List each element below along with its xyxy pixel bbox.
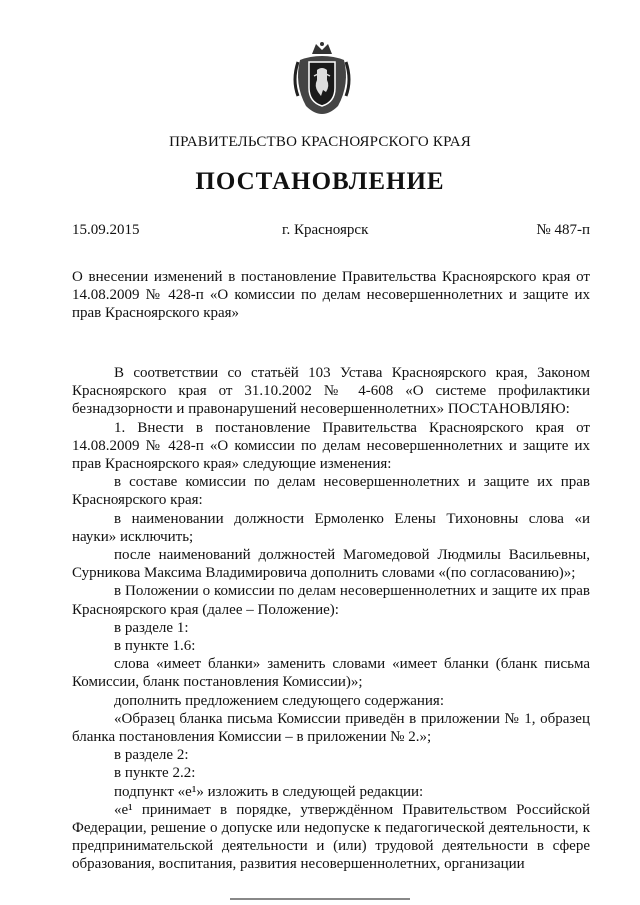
document-meta-line [72,222,590,242]
document-date: 15.09.2015 [72,222,140,238]
paragraph: «Образец бланка письма Комиссии приведён в приложении № 1, образец бланка постановления Комиссии – в приложении № 2.»; [72,710,590,746]
paragraph: в разделе 2: [114,747,189,764]
paragraph: в пункте 2.2: [114,765,196,782]
paragraph: дополнить предложением следующего содержания: [114,692,444,709]
paragraph: в пункте 1.6: [114,638,196,655]
paragraph: 1. Внести в постановление Правительства Красноярского края от 14.08.2009 № 428-п «О комиссии по делам несовершеннолетних и защите их прав Красноярского края» следующие изменения: [72,419,590,473]
paragraph: подпункт «е¹» изложить в следующей редакции: [114,783,424,800]
document-body [72,364,590,874]
document-city: г. Красноярск [282,222,369,238]
paragraph: в разделе 1: [114,619,189,636]
paragraph: в составе комиссии по делам несовершеннолетних и защите их прав Красноярского края: [72,474,590,509]
coat-of-arms-icon [290,40,354,116]
paragraph: слова «имеет бланки» заменить словами «имеет бланки (бланк письма Комиссии, бланк постановления Комиссии)»; [72,656,590,691]
document-number: № 487-п [536,222,590,238]
document-subject: О внесении изменений в постановление Правительства Красноярского края от 14.08.2009 № 428-п «О комиссии по делам несовершеннолетних и защите их прав Красноярского края» [72,269,590,321]
paragraph: в наименовании должности Ермоленко Елены Тихоновны слова «и науки» исключить; [72,510,590,545]
scan-edge-line [230,898,410,900]
organization-name: ПРАВИТЕЛЬСТВО КРАСНОЯРСКОГО КРАЯ [169,134,471,150]
paragraph: в Положении о комиссии по делам несовершеннолетних и защите их прав Красноярского края (далее – Положение): [72,583,590,618]
document-type-title: ПОСТАНОВЛЕНИЕ [195,168,445,195]
paragraph: после наименований должностей Магомедовой Людмилы Васильевны, Сурникова Максима Владимировича дополнить словами «(по согласованию)»; [72,547,590,582]
paragraph: «е¹ принимает в порядке, утверждённом Правительством Российской Федерации, решение о допуске или недопуске к педагогической деятельности, к предпринимательской деятельности и (или) трудовой деятельности в сфере образования, воспитания, развития несовершеннолетних, организации [72,801,590,873]
paragraph: В соответствии со статьёй 103 Устава Красноярского края, Законом Красноярского края от 31.10.2002 № 4-608 «О системе профилактики безнадзорности и правонарушений несовершеннолетних» ПОСТАНОВЛЯЮ: [72,365,590,418]
